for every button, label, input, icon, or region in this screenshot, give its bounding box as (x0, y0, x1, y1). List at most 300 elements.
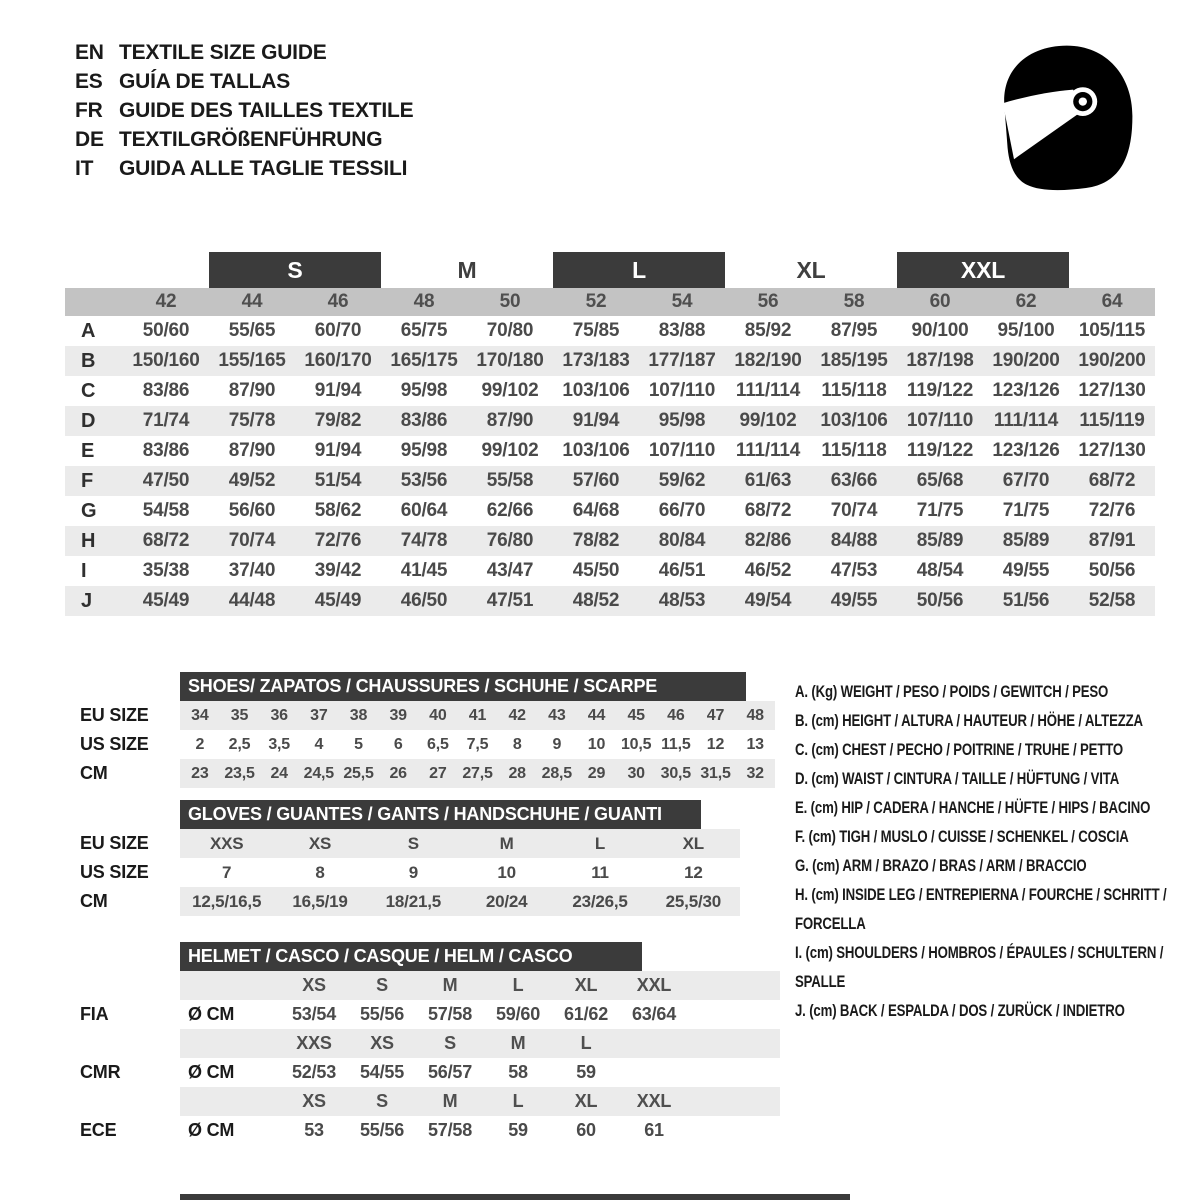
language-title: GUÍA DE TALLAS (119, 69, 291, 93)
helmet-size-row (60, 1087, 785, 1116)
measure-value: 67/70 (1002, 470, 1050, 491)
numeric-size: 46 (327, 291, 349, 312)
value-cell: XL (682, 833, 704, 853)
value-band (180, 759, 775, 788)
row-letter: I (81, 559, 87, 582)
value-cell: 13 (746, 735, 764, 753)
row-label: CM (80, 763, 108, 783)
helmet-value: 56/57 (427, 1062, 473, 1082)
measure-value: 123/126 (992, 380, 1060, 401)
measure-value: 50/56 (916, 590, 964, 611)
helmet-value: 63/64 (631, 1004, 677, 1024)
measure-value: 70/80 (486, 320, 534, 341)
helmet-size: XS (302, 1091, 326, 1111)
value-cell: XS (308, 833, 332, 853)
value-cell: 34 (191, 706, 209, 724)
value-cell: 42 (508, 706, 526, 724)
helmet-size: XXS (296, 1033, 332, 1053)
value-cell: 44 (587, 706, 606, 724)
value-band (180, 858, 740, 887)
measure-value: 111/114 (735, 440, 801, 461)
measure-value: 95/98 (400, 440, 448, 461)
measure-value: 46/51 (658, 560, 706, 581)
gloves-table-title: GLOVES / GUANTES / GANTS / HANDSCHUHE / GUANTI (180, 800, 701, 829)
value-cell: 23/26,5 (572, 891, 628, 911)
value-cell: 24 (270, 764, 288, 782)
racing-helmet-icon (982, 30, 1142, 202)
measure-value: 85/89 (916, 530, 964, 551)
helmet-size: XXL (636, 975, 672, 995)
value-cell: 18/21,5 (385, 891, 441, 911)
language-title: TEXTILE SIZE GUIDE (119, 40, 327, 64)
row-letter: C (81, 379, 96, 402)
measure-value: 68/72 (142, 530, 190, 551)
row-label: EU SIZE (80, 833, 149, 853)
helmet-size: M (510, 1033, 526, 1053)
language-row (75, 125, 413, 154)
measure-row-j (65, 586, 1155, 616)
value-cell: 30 (627, 764, 645, 782)
measure-value: 49/55 (830, 590, 878, 611)
row-label: US SIZE (80, 734, 149, 754)
value-cell: L (594, 833, 606, 853)
measure-value: 58/62 (314, 500, 362, 521)
measure-row-d (65, 406, 1155, 436)
helmet-size-row (60, 1029, 785, 1058)
measure-value: 85/92 (744, 320, 792, 341)
value-band (180, 1058, 780, 1087)
value-cell: S (407, 833, 419, 853)
value-cell: 36 (270, 706, 288, 724)
helmet-size: XXL (636, 1091, 672, 1111)
value-cell: 23,5 (224, 764, 255, 782)
value-cell: 32 (746, 764, 764, 782)
value-cell: 11 (591, 862, 609, 882)
measure-value: 72/76 (314, 530, 362, 551)
row-label (60, 971, 180, 1000)
measure-value: 91/94 (314, 380, 362, 401)
measure-row-c (65, 376, 1155, 406)
measure-value: 187/198 (906, 350, 974, 371)
measure-row-e (65, 436, 1155, 466)
language-code: DE (75, 127, 104, 151)
row-label (60, 1087, 180, 1116)
helmet-value: 55/56 (359, 1120, 405, 1140)
numeric-size: 56 (757, 291, 779, 312)
row-label: CM (80, 891, 108, 911)
letter-size-xxl: XXL (897, 252, 1069, 288)
value-cell: 23 (191, 764, 209, 782)
measure-value: 50/60 (142, 320, 190, 341)
measure-value: 83/86 (142, 380, 190, 401)
helmet-size-row (60, 971, 785, 1000)
measure-value: 55/58 (486, 470, 534, 491)
measure-value: 71/75 (916, 500, 964, 521)
measure-value: 87/90 (486, 410, 534, 431)
value-cell: 12 (706, 735, 725, 753)
language-code: IT (75, 156, 94, 180)
value-cell: 9 (552, 735, 562, 753)
measure-value: 68/72 (1088, 470, 1136, 491)
helmet-value: 61/62 (563, 1004, 609, 1024)
measure-value: 46/50 (400, 590, 448, 611)
helmet-value: 55/56 (359, 1004, 405, 1024)
helmet-size: L (512, 1091, 524, 1111)
diameter-unit: Ø CM (188, 1062, 235, 1082)
helmet-value: 52/53 (291, 1062, 337, 1082)
legend-item-b: B. (cm) HEIGHT / ALTURA / HAUTEUR / HÖHE / ALTEZZA (795, 712, 1143, 730)
measure-value: 46/52 (744, 560, 792, 581)
helmet-value: 57/58 (427, 1120, 473, 1140)
measure-value: 170/180 (476, 350, 544, 371)
language-title: GUIDA ALLE TAGLIE TESSILI (119, 156, 408, 180)
row-letter: B (81, 349, 96, 372)
helmet-value: 58 (508, 1062, 528, 1082)
legend-item-i: I. (cm) SHOULDERS / HOMBROS / ÉPAULES / SCHULTERN / SPALLE (795, 944, 1164, 991)
numeric-size: 42 (155, 291, 177, 312)
value-cell: 37 (310, 706, 328, 724)
legend-item-f: F. (cm) TIGH / MUSLO / CUISSE / SCHENKEL / COSCIA (795, 828, 1129, 846)
helmet-value: 59 (576, 1062, 596, 1082)
measure-value: 68/72 (744, 500, 792, 521)
legend-item-d: D. (cm) WAIST / CINTURA / TAILLE / HÜFTUNG / VITA (795, 770, 1120, 788)
measure-row-h (65, 526, 1155, 556)
value-cell: 38 (349, 706, 368, 724)
measure-row-g (65, 496, 1155, 526)
value-cell: 41 (468, 706, 487, 724)
measure-value: 57/60 (572, 470, 620, 491)
row-letter: D (81, 409, 96, 432)
value-cell: 2,5 (228, 735, 251, 753)
measure-value: 72/76 (1088, 500, 1136, 521)
measure-value: 150/160 (132, 350, 200, 371)
helmet-value: 60 (576, 1120, 596, 1140)
measure-value: 65/75 (400, 320, 448, 341)
value-cell: 26 (389, 764, 407, 782)
measure-value: 56/60 (228, 500, 276, 521)
shoes-rows (60, 701, 785, 788)
measure-value: 45/49 (142, 590, 190, 611)
measure-value: 52/58 (1088, 590, 1136, 611)
measure-value: 47/53 (830, 560, 878, 581)
row-letter: J (81, 589, 92, 612)
measure-value: 47/51 (486, 590, 534, 611)
value-cell: 24,5 (303, 764, 334, 782)
measure-value: 70/74 (830, 500, 878, 521)
value-cell: 28,5 (541, 764, 572, 782)
measure-value: 83/86 (142, 440, 190, 461)
helmet-value: 53 (304, 1120, 324, 1140)
numeric-size: 58 (843, 291, 865, 312)
measure-value: 54/58 (142, 500, 190, 521)
measure-value: 71/75 (1002, 500, 1050, 521)
measure-value: 47/50 (142, 470, 190, 491)
measure-value: 53/56 (400, 470, 448, 491)
helmet-value: 61 (644, 1120, 664, 1140)
measure-value: 119/122 (906, 440, 974, 461)
legend-item-e: E. (cm) HIP / CADERA / HANCHE / HÜFTE / HIPS / BACINO (795, 799, 1151, 817)
measure-value: 185/195 (820, 350, 888, 371)
size-row-spacer (65, 288, 123, 316)
size-row-cm (60, 759, 785, 788)
value-cell: 40 (429, 706, 447, 724)
measure-value: 75/85 (572, 320, 620, 341)
language-title: GUIDE DES TAILLES TEXTILE (119, 98, 414, 122)
value-cell: 27 (429, 764, 447, 782)
measure-row-f (65, 466, 1155, 496)
measure-value: 48/53 (658, 590, 706, 611)
numeric-size: 62 (1015, 291, 1037, 312)
helmet-value-row-ece (60, 1116, 785, 1145)
measure-value: 82/86 (744, 530, 792, 551)
measure-value: 99/102 (481, 440, 539, 461)
size-row-cm (60, 887, 785, 916)
value-cell: 31,5 (700, 764, 731, 782)
value-cell: 12,5/16,5 (192, 891, 262, 911)
measure-value: 51/56 (1002, 590, 1050, 611)
measure-value: 49/55 (1002, 560, 1050, 581)
size-row-eu-size (60, 701, 785, 730)
measure-value: 44/48 (228, 590, 276, 611)
value-cell: 3,5 (268, 735, 290, 753)
letter-size-xl: XL (796, 256, 826, 283)
measure-value: 182/190 (734, 350, 802, 371)
measure-row-b (65, 346, 1155, 376)
measure-value: 79/82 (314, 410, 362, 431)
legend-item-c: C. (cm) CHEST / PECHO / POITRINE / TRUHE / PETTO (795, 741, 1123, 759)
measure-value: 45/50 (572, 560, 620, 581)
measure-value: 177/187 (648, 350, 716, 371)
numeric-size: 60 (929, 291, 951, 312)
helmet-value: 53/54 (291, 1004, 337, 1024)
measure-value: 83/86 (400, 410, 448, 431)
language-code: EN (75, 40, 104, 64)
cropped-table-bar (180, 1194, 850, 1200)
helmet-value: 54/55 (359, 1062, 405, 1082)
row-label: US SIZE (80, 862, 149, 882)
gloves-rows (60, 829, 785, 916)
size-row-us-size (60, 730, 785, 759)
legend-item-j: J. (cm) BACK / ESPALDA / DOS / ZURÜCK / INDIETRO (795, 1002, 1125, 1020)
measure-value: 87/90 (228, 440, 276, 461)
measure-value: 85/89 (1002, 530, 1050, 551)
measure-value: 155/165 (218, 350, 286, 371)
helmet-table-title: HELMET / CASCO / CASQUE / HELM / CASCO (180, 942, 642, 971)
row-letter: F (81, 469, 94, 492)
measure-value: 48/54 (916, 560, 964, 581)
helmet-value: 57/58 (427, 1004, 473, 1024)
row-letter: H (81, 529, 96, 552)
legend-item-g: G. (cm) ARM / BRAZO / BRAS / ARM / BRACCIO (795, 857, 1087, 875)
row-label (60, 1029, 180, 1058)
helmet-size: L (512, 975, 524, 995)
measure-value: 71/74 (142, 410, 190, 431)
value-cell: 45 (627, 706, 645, 724)
helmet-value: 59 (508, 1120, 528, 1140)
measure-value: 95/98 (400, 380, 448, 401)
helmet-size: M (442, 1091, 458, 1111)
helmet-size: S (444, 1033, 456, 1053)
measure-value: 74/78 (400, 530, 448, 551)
helmet-value-row-fia (60, 1000, 785, 1029)
measure-value: 41/45 (400, 560, 448, 581)
measure-value: 90/100 (911, 320, 969, 341)
value-cell: XXS (209, 833, 244, 853)
language-row (75, 67, 413, 96)
measure-value: 115/118 (821, 380, 887, 401)
value-cell: 48 (746, 706, 764, 724)
measure-value: 39/42 (314, 560, 362, 581)
measure-value: 35/38 (142, 560, 190, 581)
value-cell: 7 (222, 862, 232, 882)
measure-value: 103/106 (562, 440, 630, 461)
size-band (180, 971, 780, 1000)
numeric-size: 44 (241, 291, 263, 312)
size-row-us-size (60, 858, 785, 887)
language-list (75, 38, 413, 183)
measure-value: 50/56 (1088, 560, 1136, 581)
measure-value: 63/66 (830, 470, 878, 491)
helmet-size: XS (302, 975, 326, 995)
measure-value: 103/106 (562, 380, 630, 401)
measure-value: 55/65 (228, 320, 276, 341)
letter-size-row (65, 252, 1155, 288)
standard-label: FIA (80, 1004, 109, 1024)
value-cell: 16,5/19 (292, 891, 348, 911)
measure-value: 95/98 (658, 410, 706, 431)
helmet-size: S (376, 975, 388, 995)
measure-row-i (65, 556, 1155, 586)
standard-label: ECE (80, 1120, 117, 1140)
diameter-unit: Ø CM (188, 1120, 235, 1140)
language-row (75, 38, 413, 67)
language-code: FR (75, 98, 103, 122)
letter-size-s: S (209, 252, 381, 288)
value-cell: 30,5 (660, 764, 691, 782)
helmet-size: L (580, 1033, 592, 1053)
measure-value: 91/94 (314, 440, 362, 461)
value-band (180, 829, 740, 858)
numeric-size: 64 (1101, 291, 1123, 312)
measure-value: 84/88 (830, 530, 878, 551)
row-letter: G (81, 499, 97, 522)
measure-value: 127/130 (1078, 380, 1146, 401)
value-cell: 8 (315, 862, 325, 882)
measure-value: 165/175 (390, 350, 458, 371)
measure-value: 62/66 (486, 500, 534, 521)
measure-value: 49/54 (744, 590, 792, 611)
numeric-size: 52 (585, 291, 607, 312)
value-band (180, 887, 740, 916)
measure-value: 66/70 (658, 500, 706, 521)
legend-item-a: A. (Kg) WEIGHT / PESO / POIDS / GEWITCH / PESO (795, 683, 1109, 701)
measure-value: 105/115 (1078, 320, 1146, 341)
measure-value: 59/62 (658, 470, 706, 491)
value-band (180, 701, 775, 730)
measure-value: 107/110 (648, 380, 716, 401)
measure-value: 111/114 (993, 410, 1059, 431)
numeric-size: 54 (671, 291, 693, 312)
row-letter: A (81, 319, 96, 342)
size-band (180, 1029, 780, 1058)
value-cell: 8 (512, 735, 522, 753)
letter-size-l: L (553, 252, 725, 288)
measure-value: 190/200 (1078, 350, 1146, 371)
value-cell: 39 (389, 706, 407, 724)
measure-value: 48/52 (572, 590, 620, 611)
measure-value: 75/78 (228, 410, 276, 431)
value-cell: 43 (548, 706, 566, 724)
measure-value: 95/100 (997, 320, 1055, 341)
legend-list (795, 678, 1195, 1026)
value-cell: 4 (314, 735, 324, 753)
value-cell: M (499, 833, 514, 853)
letter-size-m: M (457, 256, 477, 283)
measure-value: 43/47 (486, 560, 534, 581)
measure-value: 76/80 (486, 530, 534, 551)
measure-value: 115/118 (821, 440, 887, 461)
value-band (180, 1116, 780, 1145)
helmet-size: S (376, 1091, 388, 1111)
value-band (180, 730, 775, 759)
language-title: TEXTILGRÖßENFÜHRUNG (119, 127, 383, 151)
language-code: ES (75, 69, 103, 93)
measure-value: 87/91 (1088, 530, 1136, 551)
measure-value: 160/170 (304, 350, 372, 371)
measure-value: 127/130 (1078, 440, 1146, 461)
measure-value: 115/119 (1079, 410, 1145, 431)
row-letter: E (81, 439, 95, 462)
measure-value: 119/122 (906, 380, 974, 401)
language-row (75, 96, 413, 125)
value-cell: 20/24 (485, 891, 528, 911)
measure-value: 99/102 (739, 410, 797, 431)
numeric-size-row (65, 288, 1155, 316)
measure-value: 78/82 (572, 530, 620, 551)
measure-value: 60/70 (314, 320, 362, 341)
value-cell: 9 (408, 862, 418, 882)
legend-item-h: H. (cm) INSIDE LEG / ENTREPIERNA / FOURCHE / SCHRITT / FORCELLA (795, 886, 1167, 933)
value-cell: 6,5 (427, 735, 449, 753)
value-cell: 46 (667, 706, 685, 724)
measure-value: 37/40 (228, 560, 276, 581)
measure-value: 87/95 (830, 320, 878, 341)
measure-value: 80/84 (658, 530, 706, 551)
value-cell: 28 (508, 764, 526, 782)
measure-value: 173/183 (562, 350, 630, 371)
main-table-body (65, 316, 1155, 616)
value-cell: 6 (393, 735, 403, 753)
helmet-size: XL (574, 1091, 598, 1111)
value-cell: 10,5 (620, 735, 652, 753)
helmet-size: XL (574, 975, 598, 995)
value-cell: 7,5 (466, 735, 489, 753)
measure-value: 70/74 (228, 530, 276, 551)
value-cell: 27,5 (462, 764, 493, 782)
measure-value: 111/114 (735, 380, 801, 401)
measure-value: 190/200 (992, 350, 1060, 371)
measure-value: 87/90 (228, 380, 276, 401)
helmet-size: M (442, 975, 458, 995)
helmet-value-row-cmr (60, 1058, 785, 1087)
measure-row-a (65, 316, 1155, 346)
measure-value: 60/64 (400, 500, 448, 521)
value-cell: 25,5 (343, 764, 374, 782)
measure-value: 61/63 (744, 470, 792, 491)
measure-value: 65/68 (916, 470, 964, 491)
value-cell: 5 (354, 735, 363, 753)
language-row (75, 154, 413, 183)
